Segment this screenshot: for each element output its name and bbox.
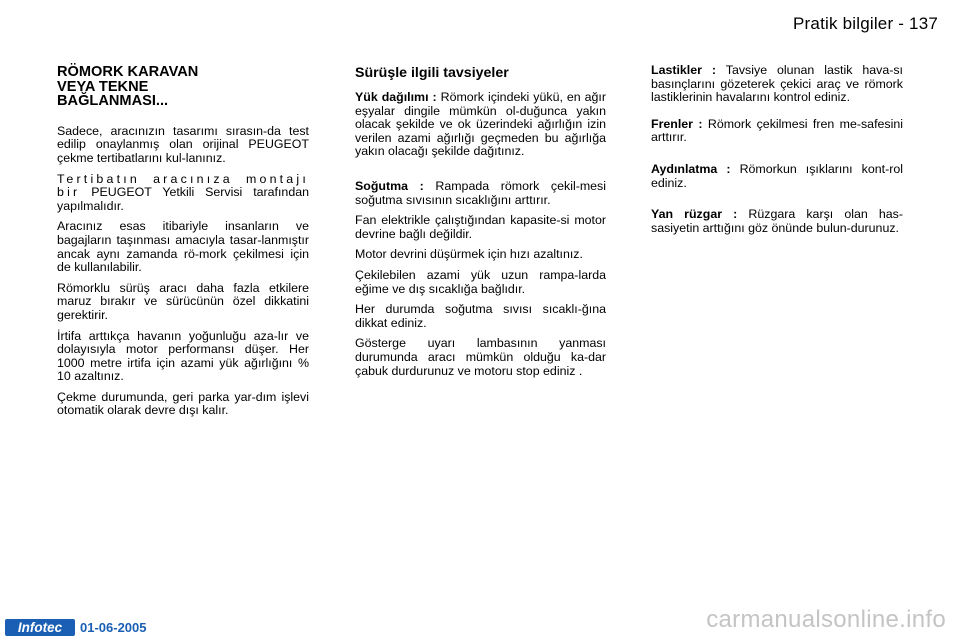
paragraph-cooling — [355, 180, 606, 207]
section-title-text: RÖMORK KARAVAN VEYA TEKNE BAĞLANMASI... — [57, 64, 199, 110]
paragraph: Çekilebilen azami yük uzun rampa-larda eğime ve dış sıcaklığa bağlıdır. — [355, 267, 606, 296]
paragraph: Sadece, aracınızın tasarımı sırasın-da test edilip onaylanmış olan orijinal PEUGEOT çekme tertibatlarını kul-lanınız. — [57, 123, 309, 165]
term-text: Römorkun ışıklarını kont-rol ediniz. — [651, 161, 903, 190]
paragraph: Fan elektrikle çalıştığından kapasite-si motor devrine bağlı değildir. — [355, 213, 606, 241]
term-text: Römork içindeki yükü, en ağır eşyalar dingile mümkün ol-duğunca yakın olacak şekilde ve ok üzerindeki ağırlığın izin verilen azami ağırlığı geçmeden bu ağırlığa yakın olacağı şekilde dağıtınız. — [355, 90, 606, 159]
infotec-logo: Infotec — [5, 619, 75, 636]
term-label: Yan rüzgar : — [651, 207, 738, 222]
paragraph: İrtifa arttıkça havanın yoğunluğu aza-lır ve dolayısıyla motor performansı düşer. Her 1000 metre irtifa için azami yük ağırlığını % 10 azaltınız. — [57, 328, 309, 384]
term-text: Rampada römork çekil-mesi soğutma sıvısının sıcaklığını arttırır. — [355, 178, 606, 207]
paragraph: Her durumda soğutma sıvısı sıcaklı-ğına dikkat ediniz. — [355, 302, 606, 330]
paragraph — [57, 173, 309, 214]
watermark: carmanualsonline.info — [706, 606, 946, 633]
term-label: Yük dağılımı : — [355, 90, 437, 104]
paragraph: Gösterge uyarı lambasının yanması durumunda aracı mümkün olduğu ka-dar çabuk durdurunuz ve motoru stop ediniz . — [355, 336, 606, 378]
paragraph-text: PEUGEOT Yetkili Servisi tarafından yapılmalıdır. — [57, 185, 309, 213]
term-text: Tavsiye olunan lastik hava-sı basınçlarını gözeterek çekici araç ve römork lastiklerinin havalarını kontrol ediniz. — [651, 63, 904, 105]
paragraph: Aracınız esas itibariyle insanların ve bagajların taşınması amacıyla tasar-lanmıştır ancak aynı zamanda rö-mork çekilmesi için de kullanılabilir. — [57, 219, 309, 275]
paragraph: Römorklu sürüş aracı daha fazla etkilere maruz bırakır ve sürücünün özel dikkatini gerektirir. — [57, 280, 309, 322]
term-label: Aydınlatma : — [651, 161, 731, 176]
paragraph-crosswind — [651, 208, 903, 235]
term-text: Römork çekilmesi fren me-safesini arttırır. — [651, 116, 903, 145]
term-label: Frenler : — [651, 116, 703, 131]
paragraph-brakes — [651, 118, 903, 145]
column-driving-advice — [355, 64, 606, 385]
column-towing — [57, 64, 309, 425]
paragraph-lighting — [651, 163, 903, 190]
term-text: Rüzgara karşı olan has-sasiyetin arttığını göz önünde bulun-durunuz. — [651, 207, 903, 235]
paragraph-spaced-text: Tertibatın aracınıza montajı bir — [57, 171, 309, 200]
paragraph-load-distribution — [355, 91, 606, 159]
section-title-driving: Sürüşle ilgili tavsiyeler — [355, 65, 509, 81]
term-label: Soğutma : — [355, 178, 424, 193]
paragraph-tyres — [651, 64, 903, 105]
paragraph: Motor devrini düşürmek için hızı azaltınız. — [355, 247, 583, 262]
paragraph: Çekme durumunda, geri parka yar-dım işlevi otomatik olarak devre dışı kalır. — [57, 389, 309, 418]
spacer — [355, 166, 606, 180]
column-checks — [651, 64, 903, 242]
footer-date: 01-06-2005 — [80, 620, 147, 635]
page-header: Pratik bilgiler - 137 — [793, 14, 938, 33]
term-label: Lastikler : — [651, 63, 717, 77]
section-title-towing — [57, 65, 309, 109]
